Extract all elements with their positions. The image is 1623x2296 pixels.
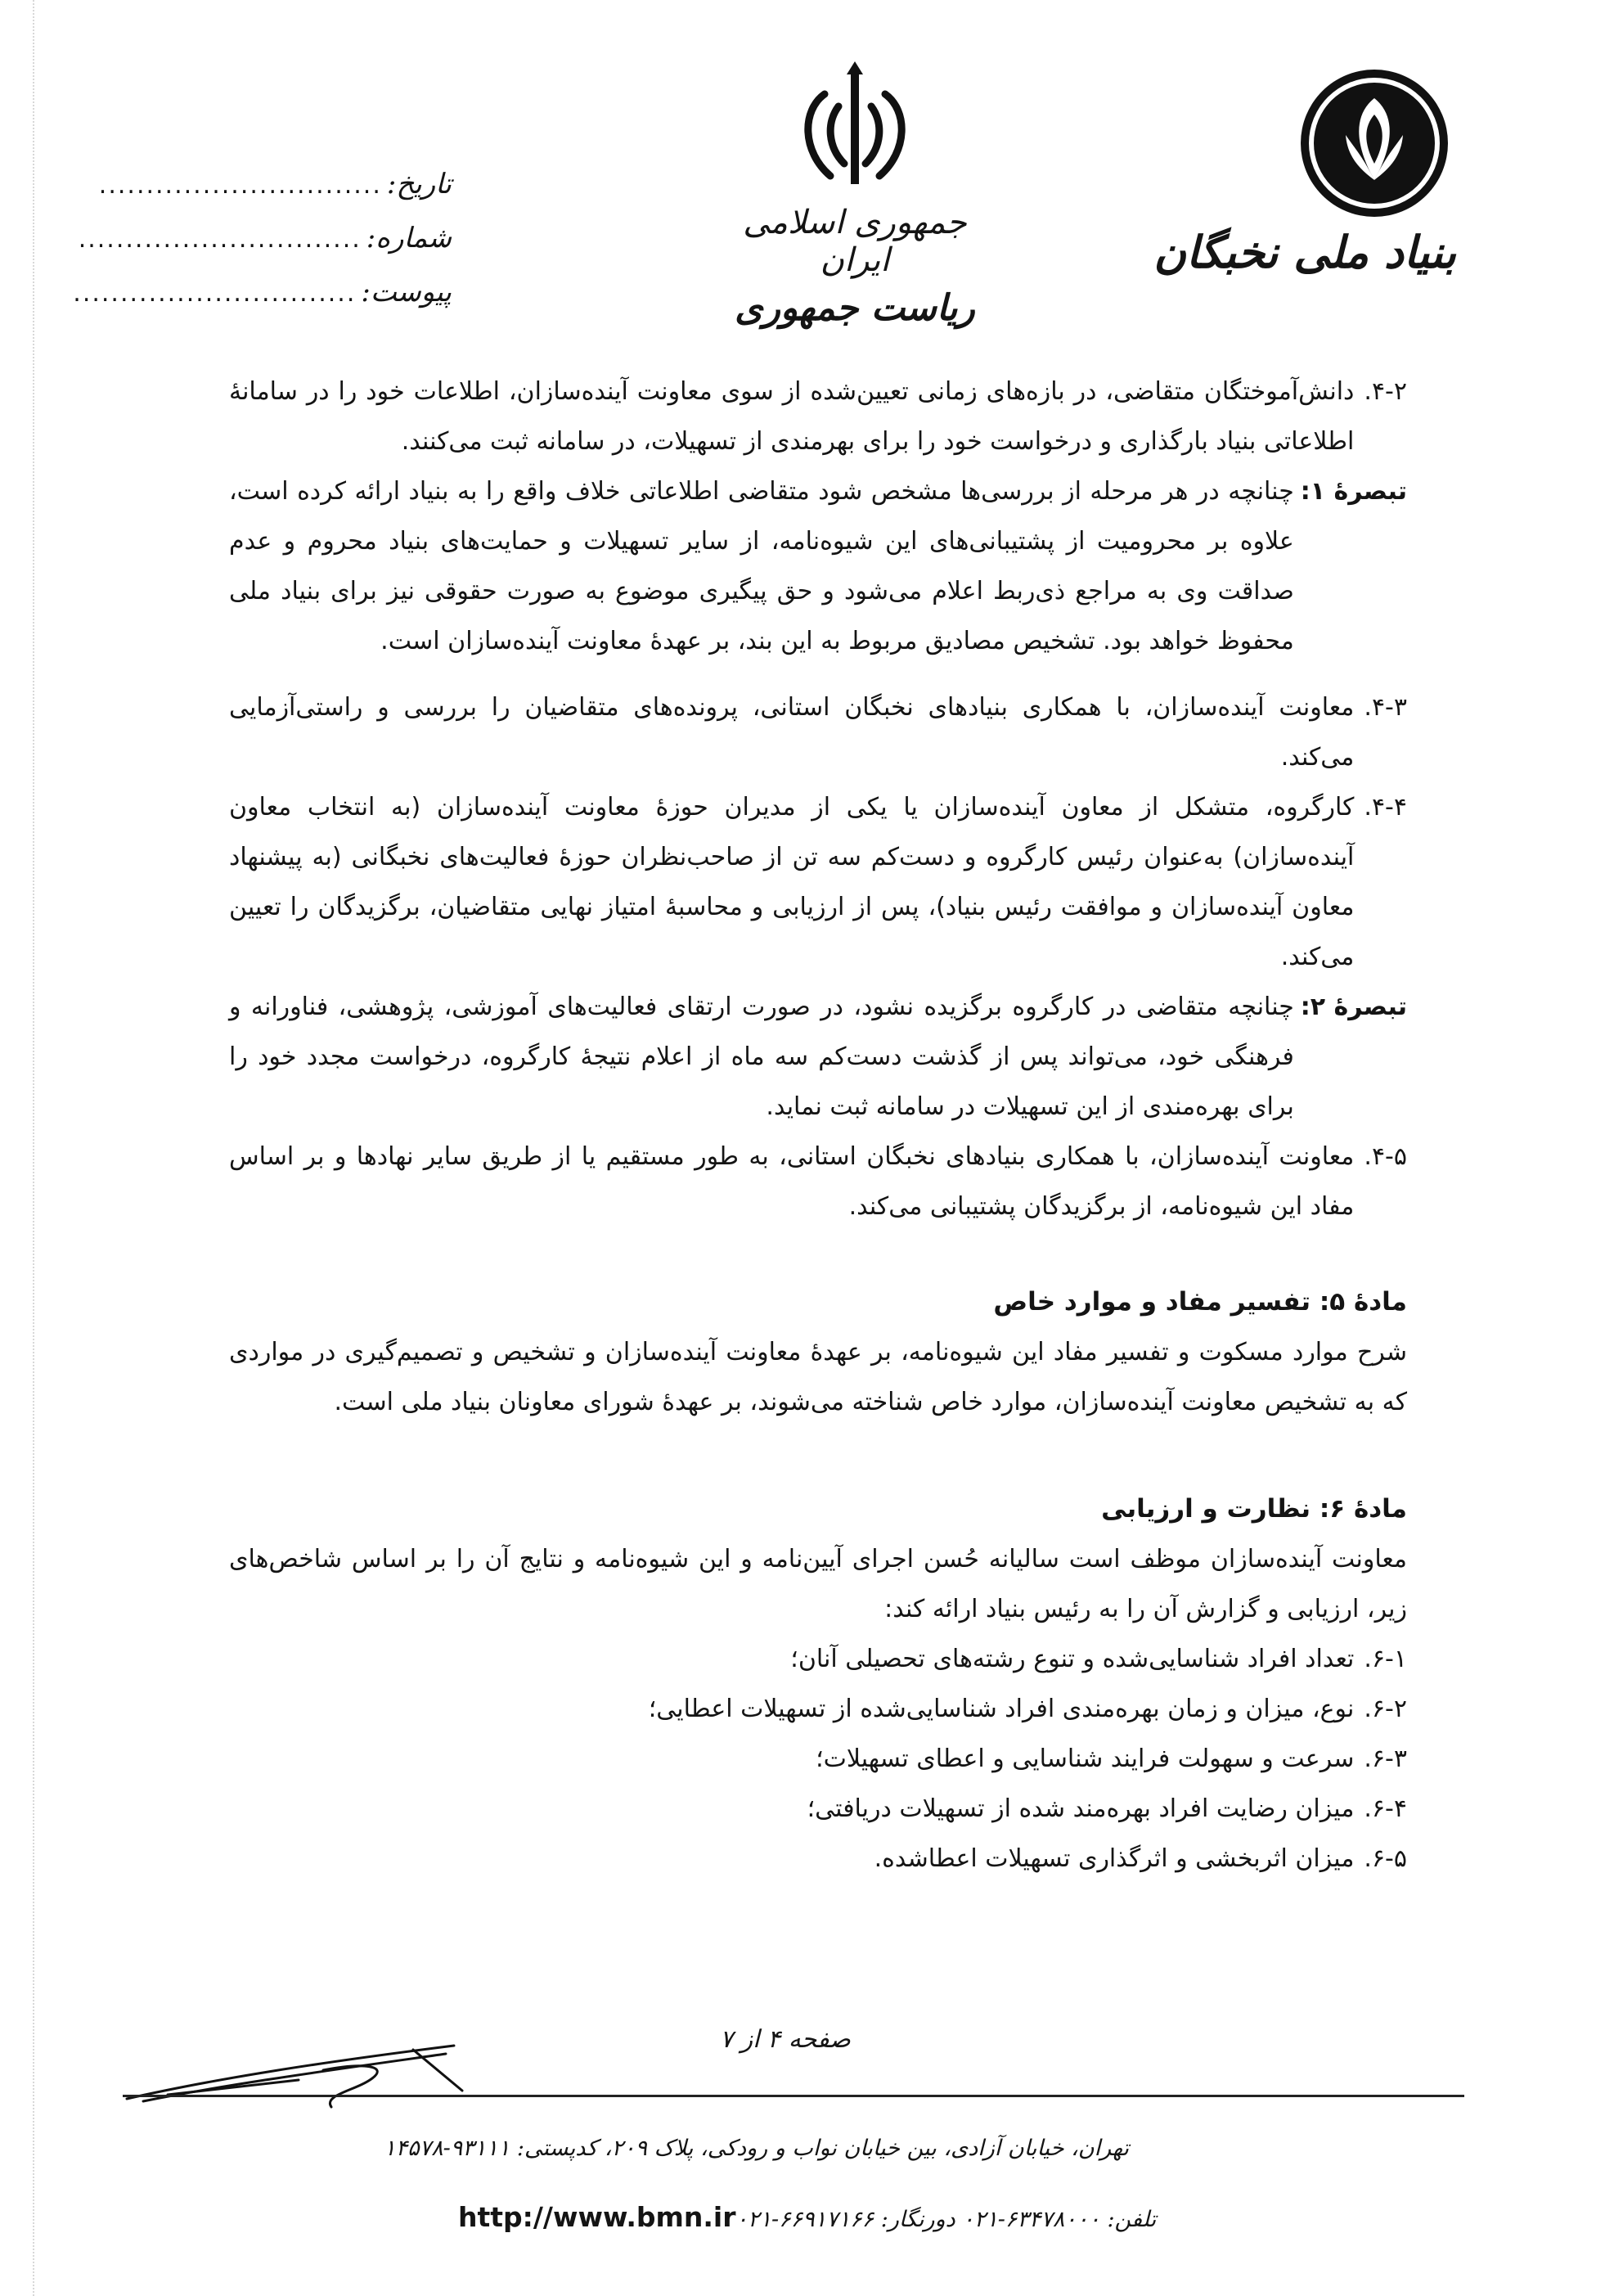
- clause-6-3: ۶-۳. سرعت و سهولت فرایند شناسایی و اعطای تسهیلات؛: [816, 1745, 1407, 1773]
- attachment-field: پیوست: ..............................: [73, 276, 452, 308]
- emblem-line-1: جمهوری اسلامی ایران: [743, 204, 967, 279]
- scan-edge-line: [33, 0, 35, 2296]
- note-2: تبصرهٔ ۲: چنانچه متقاضی در کارگروه برگزیده نشود، در صورت ارتقای فعالیت‌های آموزشی، پژوهشی، فناورانه و فرهنگی خود، می‌تواند پس از گذشت دست‌کم سه ماه از اعلام نتیجهٔ کارگروه، درخواست مجدد خود را برای بهره‌مندی از این تسهیلات در سامانه ثبت نماید.: [229, 993, 1407, 1121]
- date-field: تاریخ: ..............................: [98, 168, 452, 200]
- national-emblem: [720, 61, 990, 329]
- footer-contact: [458, 2201, 1157, 2233]
- document-body: [229, 367, 1407, 1884]
- number-field: شماره: ..............................: [78, 222, 452, 254]
- website-link[interactable]: http://www.bmn.ir: [458, 2201, 736, 2233]
- seal-icon: [1297, 65, 1452, 221]
- clause-4-4: ۴-۴. کارگروه، متشکل از معاون آینده‌سازان یا یکی از مدیران حوزهٔ معاونت آینده‌سازان (به انتخاب معاون آینده‌سازان) به‌عنوان رئیس کارگروه و دست‌کم سه تن از صاحب‌نظران حوزهٔ فعالیت‌های نخبگانی (به پیشنهاد معاون آینده‌سازان و موافقت رئیس بنیاد)، پس از ارزیابی و محاسبهٔ امتیاز نهایی متقاضیان، برگزیدگان را تعیین می‌کند.: [229, 793, 1407, 971]
- clause-6-5: ۶-۵. میزان اثربخشی و اثرگذاری تسهیلات اعطاشده.: [874, 1844, 1407, 1873]
- clause-4-2: ۴-۲. دانش‌آموختگان متقاضی، در بازه‌های زمانی تعیین‌شده از سوی معاونت آینده‌سازان، اطلاعات خود را در سامانهٔ اطلاعاتی بنیاد بارگذاری و درخواست خود را برای بهرمندی از تسهیلات، در سامانه ثبت می‌کنند.: [229, 377, 1407, 456]
- note-1: تبصرهٔ ۱: چنانچه در هر مرحله از بررسی‌ها مشخص شود متقاضی اطلاعاتی خلاف واقع را به بنیاد ارائه کرده است، علاوه بر محرومیت از پشتیبانی‌های این شیوه‌نامه، از سایر تسهیلات و حمایت‌های بنیاد محروم و عدم صداقت وی به مراجع ذی‌ربط اعلام می‌شود و حق پیگیری موضوع به صورت حقوقی نیز برای بنیاد ملی محفوظ خواهد بود. تشخیص مصادیق مربوط به این بند، بر عهدهٔ معاونت آینده‌سازان است.: [229, 477, 1407, 655]
- page-number: صفحه ۴ از ۷: [720, 2025, 851, 2054]
- footer-rule: [123, 2095, 1464, 2097]
- article-5-text: شرح موارد مسکوت و تفسیر مفاد این شیوه‌نامه، بر عهدهٔ معاونت آینده‌سازان و تشخیص و تصمیم‌گیری در مواردی که به تشخیص معاونت آینده‌سازان، موارد خاص شناخته می‌شوند، بر عهدهٔ شورای معاونان بنیاد ملی است.: [229, 1338, 1407, 1416]
- letter-meta: [73, 168, 452, 330]
- article-6-text: معاونت آینده‌سازان موظف است سالیانه حُسن اجرای آیین‌نامه و این شیوه‌نامه و نتایج آن را بر اساس شاخص‌های زیر، ارزیابی و گزارش آن را به رئیس بنیاد ارائه کند:: [229, 1545, 1407, 1623]
- signature-icon: [119, 2029, 470, 2119]
- clause-6-4: ۶-۴. میزان رضایت افراد بهره‌مند شده از تسهیلات دریافتی؛: [807, 1794, 1407, 1823]
- clause-6-1: ۶-۱. تعداد افراد شناسایی‌شده و تنوع رشته‌های تحصیلی آنان؛: [790, 1645, 1407, 1673]
- footer-address: تهران، خیابان آزادی، بین خیابان نواب و رودکی، پلاک ۲۰۹، کدپستی: ۹۳۱۱۱-۱۴۵۷۸: [384, 2136, 1129, 2161]
- emblem-line-2: ریاست جمهوری: [735, 287, 975, 329]
- org-name: بنیاد ملی نخبگان: [1153, 226, 1456, 278]
- article-5-heading: مادهٔ ۵: تفسیر مفاد و موارد خاص: [993, 1287, 1407, 1317]
- footer-phones: تلفن: ۶۳۴۷۸۰۰۰-۰۲۱ دورنگار: ۶۶۹۱۷۱۶۶-۰۲۱: [735, 2207, 1157, 2232]
- emblem-icon: [794, 61, 916, 192]
- clause-4-5: ۴-۵. معاونت آینده‌سازان، با همکاری بنیادهای نخبگان استانی، به طور مستقیم یا از طریق سایر نهادها و بر اساس مفاد این شیوه‌نامه، از برگزیدگان پشتیبانی می‌کند.: [229, 1142, 1407, 1221]
- article-6-heading: مادهٔ ۶: نظارت و ارزیابی: [1101, 1494, 1407, 1524]
- org-logo: [1153, 65, 1456, 278]
- clause-6-2: ۶-۲. نوع، میزان و زمان بهره‌مندی افراد شناسایی‌شده از تسهیلات اعطایی؛: [648, 1695, 1407, 1723]
- clause-4-3: ۴-۳. معاونت آینده‌سازان، با همکاری بنیادهای نخبگان استانی، پرونده‌های متقاضیان را بررسی و راستی‌آزمایی می‌کند.: [229, 693, 1407, 772]
